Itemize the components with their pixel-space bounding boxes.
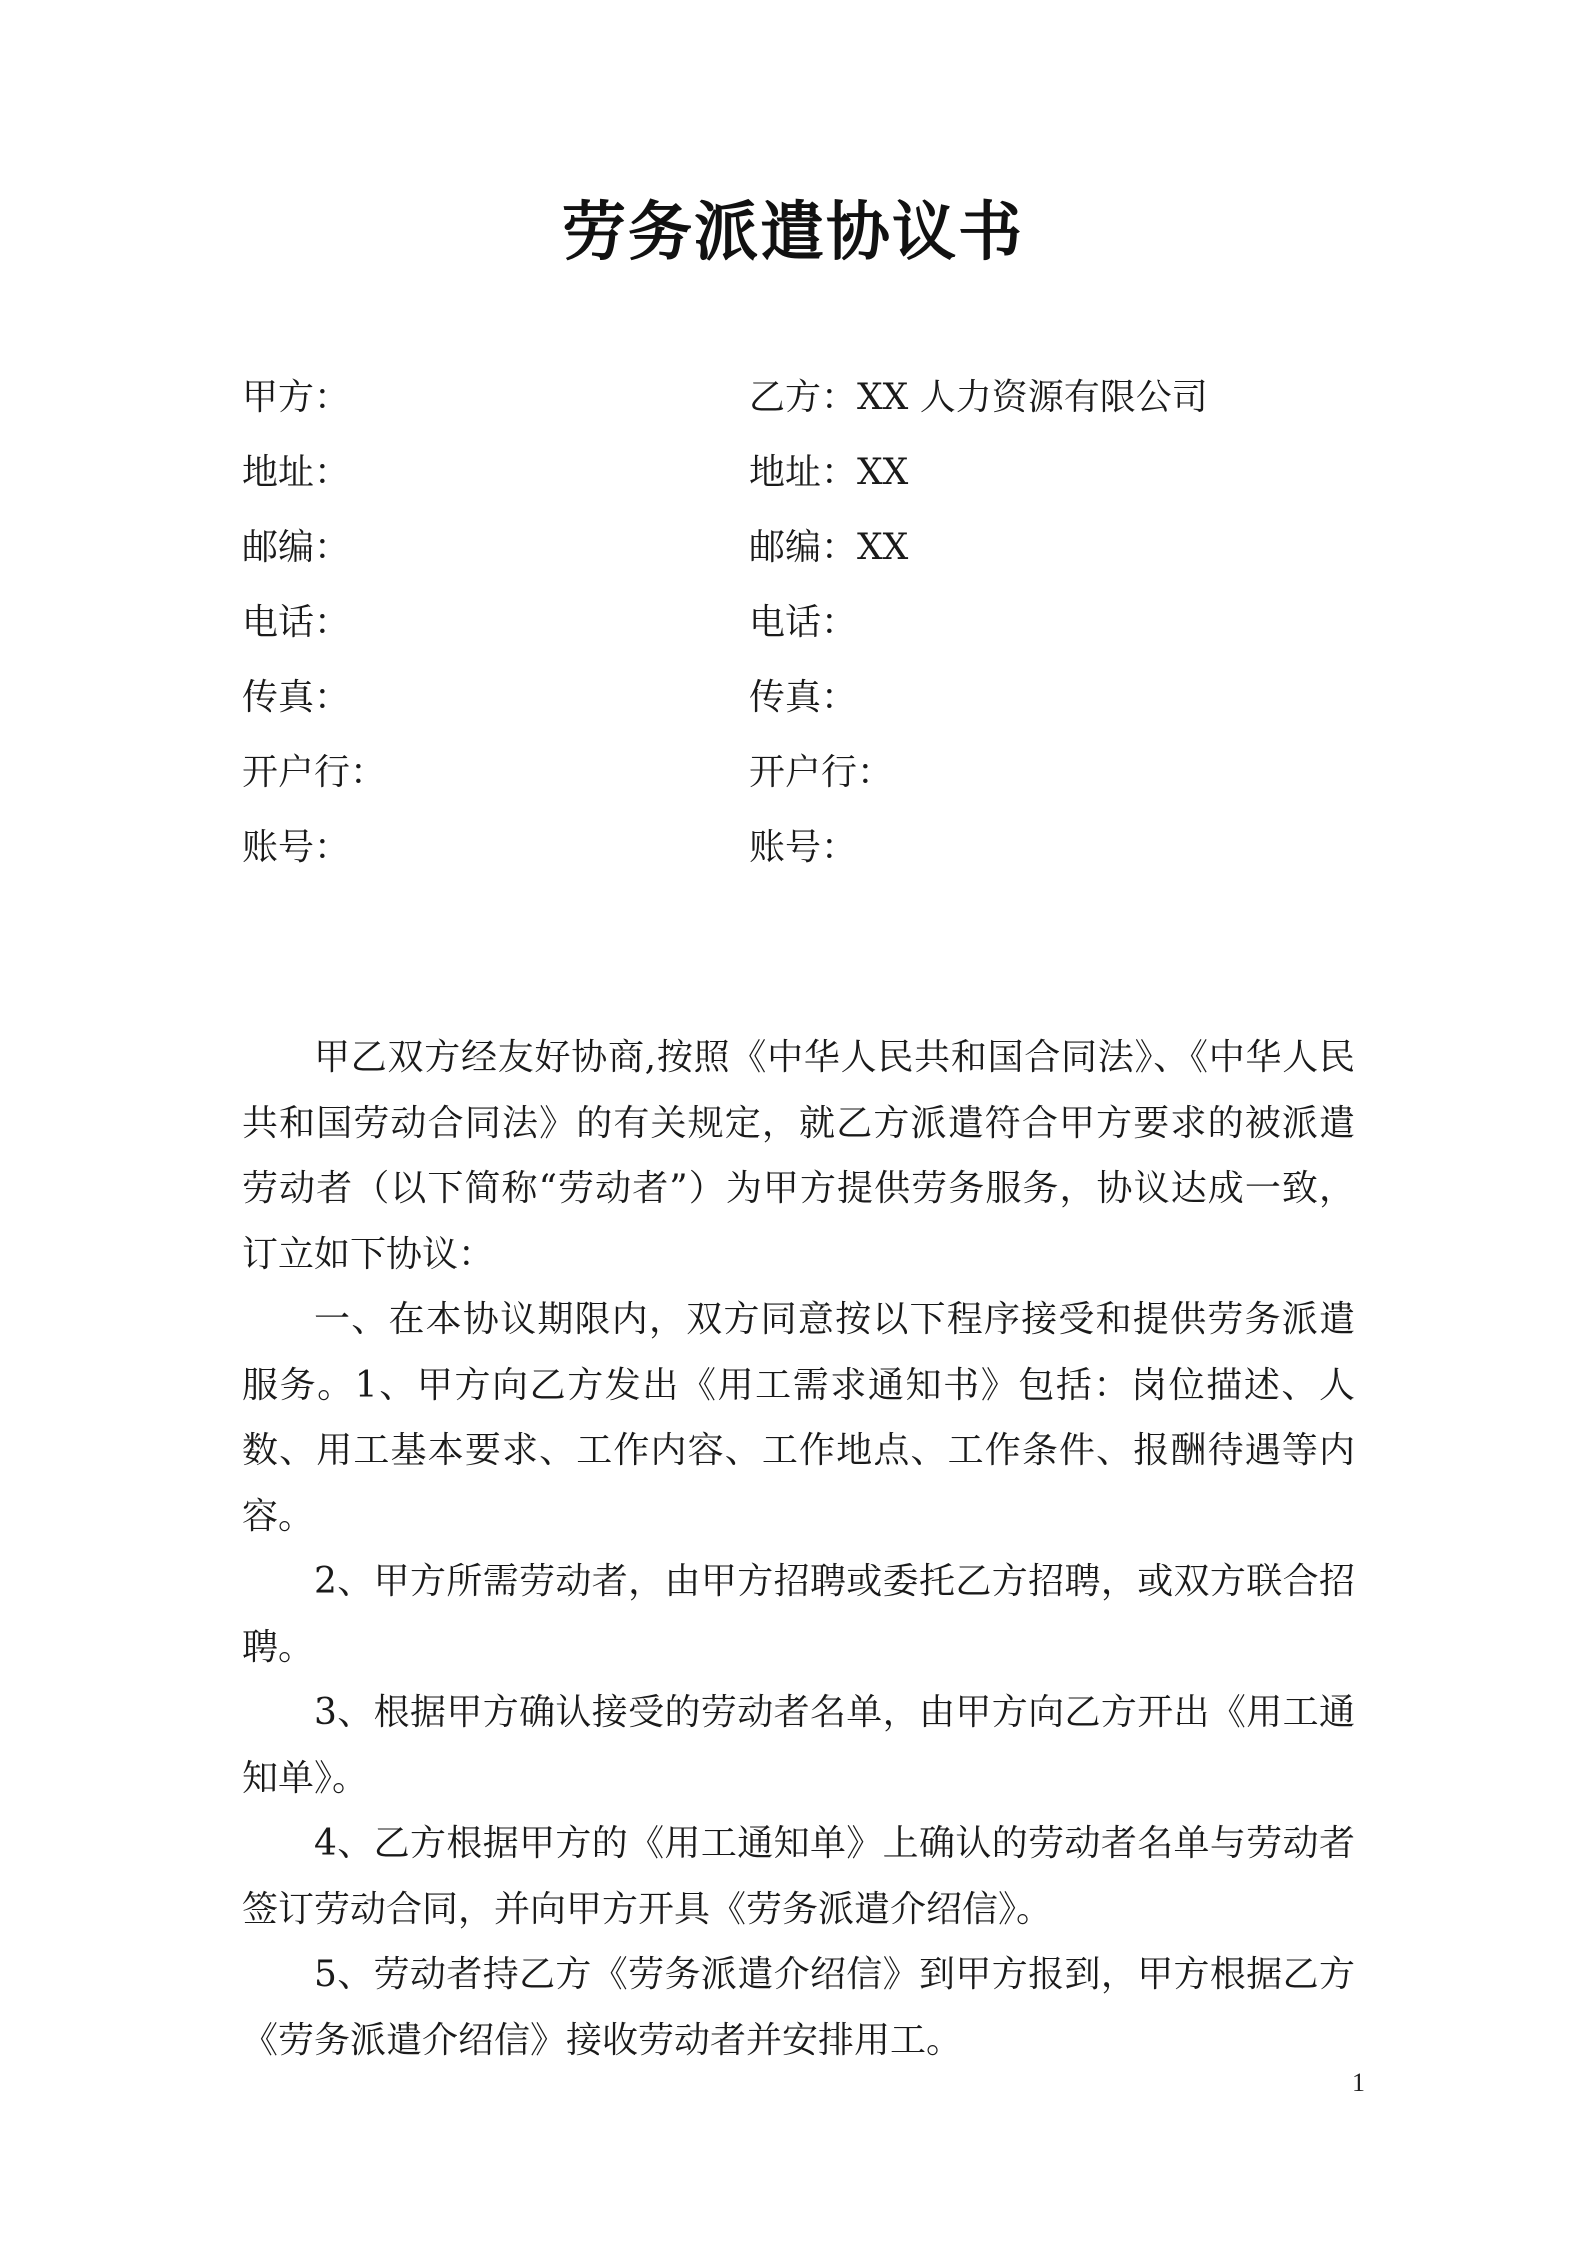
party-row bbox=[242, 510, 1362, 585]
party-b-field: 账号： bbox=[749, 827, 858, 868]
document-title: 劳务派遣协议书 bbox=[562, 196, 1024, 270]
party-row bbox=[242, 585, 1362, 660]
party-a-field: 甲方： bbox=[242, 377, 351, 418]
party-b-field: 电话： bbox=[749, 602, 858, 643]
party-a-field: 地址： bbox=[242, 452, 351, 493]
clause-paragraph: 2、甲方所需劳动者，由甲方招聘或委托乙方招聘，或双方联合招聘。 bbox=[242, 1561, 1355, 1668]
party-row bbox=[242, 810, 1362, 885]
preamble-paragraph: 甲乙双方经友好协商,按照《中华人民共和国合同法》、《中华人民共和国劳动合同法》的有关规定，就乙方派遣符合甲方要求的被派遣劳动者（以下简称“劳动者”）为甲方提供劳务服务，协议达成一致，订立如下协议： bbox=[242, 1037, 1355, 1275]
party-row bbox=[242, 660, 1362, 735]
clause-paragraph: 4、乙方根据甲方的《用工通知单》上确认的劳动者名单与劳动者签订劳动合同，并向甲方开具《劳务派遣介绍信》。 bbox=[242, 1823, 1355, 1930]
page-number: 1 bbox=[1352, 2068, 1365, 2097]
clause-paragraph: 5、劳动者持乙方《劳务派遣介绍信》到甲方报到，甲方根据乙方《劳务派遣介绍信》接收劳动者并安排用工。 bbox=[242, 1954, 1355, 2061]
party-a-field: 电话： bbox=[242, 602, 351, 643]
party-a-field: 账号： bbox=[242, 827, 351, 868]
party-row bbox=[242, 735, 1362, 810]
party-b-field: 传真： bbox=[749, 677, 858, 718]
party-b-field: 地址：XX bbox=[749, 452, 909, 493]
party-row bbox=[242, 435, 1362, 510]
party-b-field: 乙方：XX 人力资源有限公司 bbox=[749, 377, 1208, 418]
party-row bbox=[242, 360, 1362, 435]
clause-paragraph: 3、根据甲方确认接受的劳动者名单，由甲方向乙方开出《用工通知单》。 bbox=[242, 1692, 1355, 1799]
clause-paragraph: 一、在本协议期限内，双方同意按以下程序接受和提供劳务派遣服务。1、甲方向乙方发出《用工需求通知书》包括：岗位描述、人数、用工基本要求、工作内容、工作地点、工作条件、报酬待遇等内容。 bbox=[242, 1299, 1355, 1537]
party-info-block bbox=[242, 360, 1362, 885]
party-a-field: 传真： bbox=[242, 677, 351, 718]
party-b-field: 开户行： bbox=[749, 752, 894, 793]
party-b-field: 邮编：XX bbox=[749, 527, 909, 568]
party-a-field: 邮编： bbox=[242, 527, 351, 568]
agreement-body bbox=[242, 1025, 1355, 2073]
party-a-field: 开户行： bbox=[242, 752, 387, 793]
